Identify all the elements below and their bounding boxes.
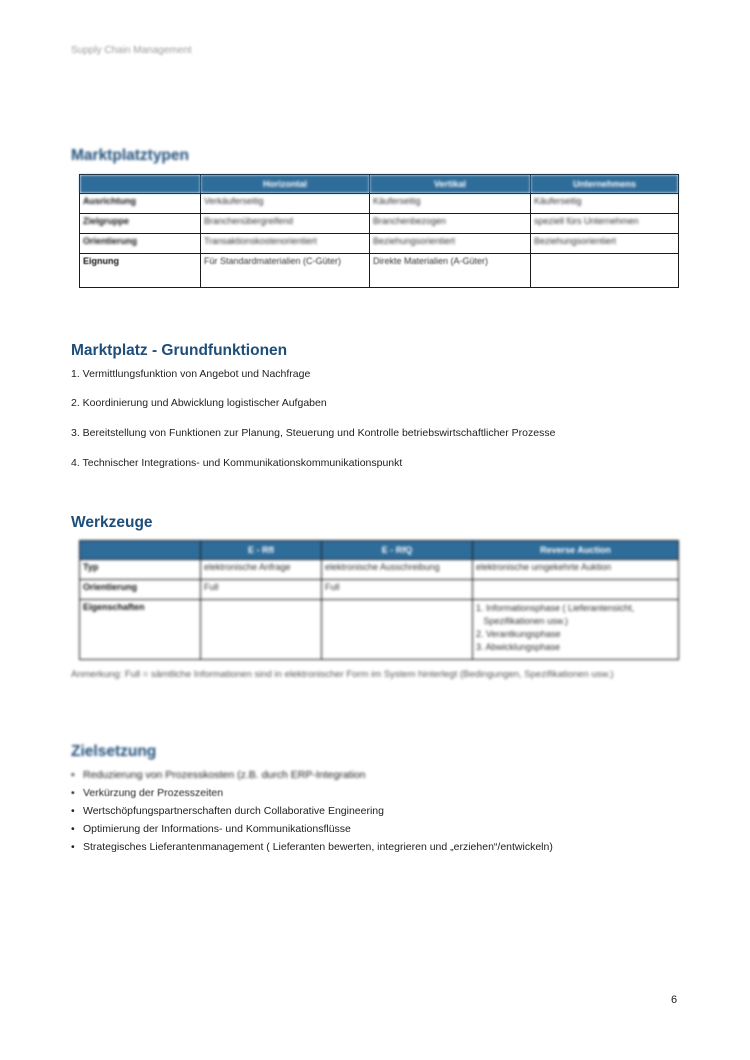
table-cell: elektronische umgekehrte Auktion	[473, 560, 679, 580]
table-row	[80, 254, 679, 288]
row-label: Eigenschaften	[80, 600, 201, 660]
table-header-cell: Unternehmens	[531, 175, 679, 194]
section-title-marktplatztypen: Marktplatztypen	[71, 147, 189, 164]
table-cell	[473, 600, 679, 660]
page-number: 6	[671, 994, 678, 1006]
table-cell: elektronische Ausschreibung	[322, 560, 473, 580]
section-title-werkzeuge: Werkzeuge	[71, 514, 153, 531]
werkzeuge-table	[79, 540, 679, 660]
table-header-row	[80, 541, 679, 560]
list-item: • Optimierung der Informations- und Kommunikationsflüsse	[71, 820, 553, 838]
numbered-item: 4. Technischer Integrations- und Kommunikationskommunikationspunkt	[71, 457, 403, 469]
row-label: Ausrichtung	[80, 194, 201, 214]
list-item: • Strategisches Lieferantenmanagement ( Lieferanten bewerten, integrieren und „erziehen“/entwickeln)	[71, 838, 553, 856]
table-header-row	[80, 175, 679, 194]
marktplatztypen-table	[79, 174, 679, 288]
row-label: Zielgruppe	[80, 214, 201, 234]
table-cell	[531, 254, 679, 288]
table-cell: Direkte Materialien (A-Güter)	[370, 254, 531, 288]
table-header-cell: Vertikal	[370, 175, 531, 194]
list-item: 1. Informationsphase ( Lieferantensicht,	[476, 603, 635, 613]
table-header-cell: Horizontal	[201, 175, 370, 194]
section-title-zielsetzung: Zielsetzung	[71, 743, 157, 760]
table-cell: speziell fürs Unternehmen	[531, 214, 679, 234]
table-row	[80, 234, 679, 254]
table-cell	[473, 580, 679, 600]
table-cell	[201, 600, 322, 660]
table-cell: Full	[201, 580, 322, 600]
table-cell: Branchenübergreifend	[201, 214, 370, 234]
bullet-list	[71, 766, 553, 856]
table-cell: Verkäuferseitig	[201, 194, 370, 214]
numbered-item: 1. Vermittlungsfunktion von Angebot und Nachfrage	[71, 368, 311, 380]
table-cell: Beziehungsorientiert	[531, 234, 679, 254]
table-row	[80, 214, 679, 234]
row-label: Orientierung	[80, 580, 201, 600]
table-cell: Käuferseitig	[531, 194, 679, 214]
table-cell: Transaktionskostenorientiert	[201, 234, 370, 254]
table-row	[80, 194, 679, 214]
table-cell: Beziehungsorientiert	[370, 234, 531, 254]
table-note: Anmerkung: Full = sämtliche Informationen sind in elektronischer Form im System hinterlegt (Bedingungen, Spezifikationen usw.)	[71, 669, 614, 680]
table-header-cell	[80, 175, 201, 194]
table-header-cell: E - RfI	[201, 541, 322, 560]
table-cell: Branchenbezogen	[370, 214, 531, 234]
list-item: • Reduzierung von Prozesskosten (z.B. durch ERP-Integration	[71, 766, 553, 784]
table-header-cell: E - RfQ	[322, 541, 473, 560]
row-label: Eignung	[80, 254, 201, 288]
cell-list	[476, 602, 675, 654]
list-item: • Verkürzung der Prozesszeiten	[71, 784, 553, 802]
section-title-grundfunktionen: Marktplatz - Grundfunktionen	[71, 342, 288, 359]
row-label: Orientierung	[80, 234, 201, 254]
table-cell: elektronische Anfrage	[201, 560, 322, 580]
table-row	[80, 580, 679, 600]
numbered-item: 3. Bereitstellung von Funktionen zur Planung, Steuerung und Kontrolle betriebswirtschaftlicher Prozesse	[71, 427, 556, 439]
list-item: Spezifikationen usw.)	[476, 616, 569, 626]
list-item: 3. Abwicklungsphase	[476, 642, 561, 652]
table-cell	[322, 600, 473, 660]
list-item: 2. Verantkungsphase	[476, 629, 561, 639]
table-header-cell	[80, 541, 201, 560]
table-cell: Für Standardmaterialien (C-Güter)	[201, 254, 370, 288]
list-item: • Wertschöpfungspartnerschaften durch Collaborative Engineering	[71, 802, 553, 820]
row-label: Typ	[80, 560, 201, 580]
running-header: Supply Chain Management	[71, 45, 192, 56]
table-cell: Full	[322, 580, 473, 600]
table-row	[80, 600, 679, 660]
numbered-item: 2. Koordinierung und Abwicklung logistischer Aufgaben	[71, 397, 327, 409]
table-row	[80, 560, 679, 580]
table-header-cell: Reverse Auction	[473, 541, 679, 560]
table-cell: Käuferseitig	[370, 194, 531, 214]
